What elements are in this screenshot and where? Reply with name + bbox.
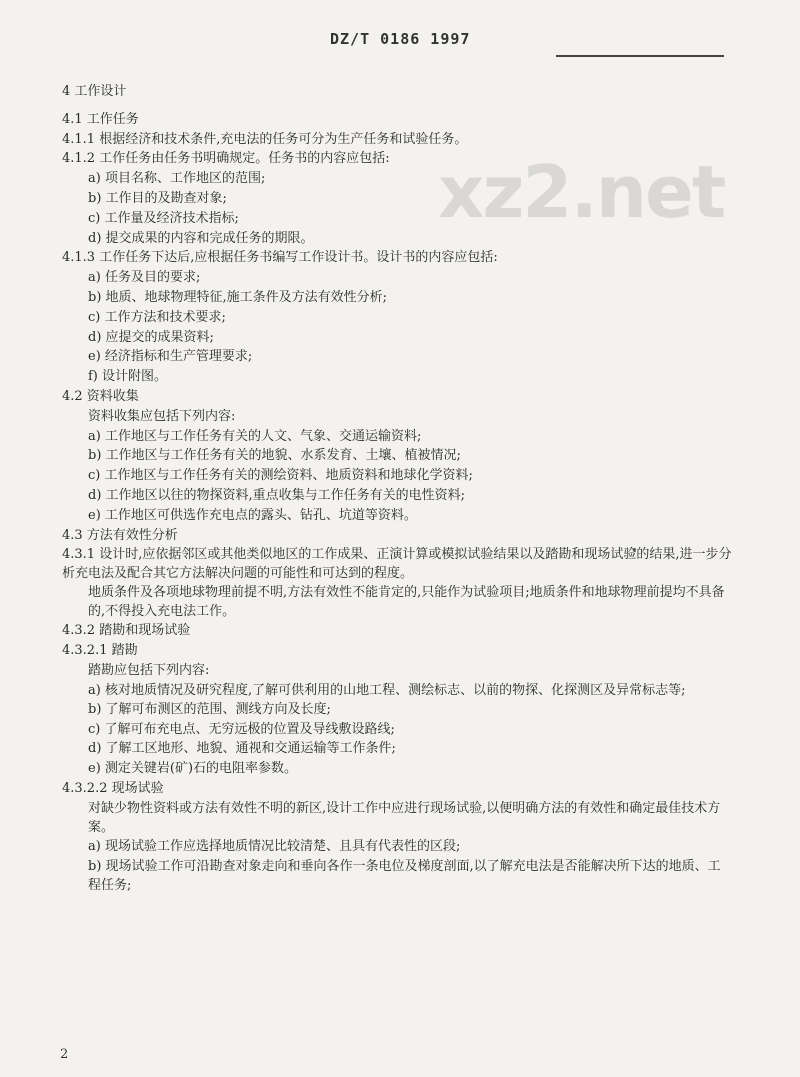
list-item: c) 工作方法和技术要求; [88, 309, 226, 325]
list-item: e) 测定关键岩(矿)石的电阻率参数。 [88, 761, 298, 777]
paragraph: 对缺少物性资料或方法有效性不明的新区,设计工作中应进行现场试验,以便明确方法的有效性和确定最佳技术方案。 [88, 800, 721, 835]
header-rule [556, 55, 724, 57]
list-item: a) 现场试验工作应选择地质情况比较清楚、且具有代表性的区段; [88, 838, 461, 854]
list-item: d) 提交成果的内容和完成任务的期限。 [88, 230, 314, 246]
clause: 4.3.1 设计时,应依据邻区或其他类似地区的工作成果、正演计算或模拟试验结果以及踏勘和现场试验的结果,进一步分析充电法及配合其它方法解决问题的可能性和可达到的程度。 [62, 547, 732, 582]
clause: 4.1.2 工作任务由任务书明确规定。任务书的内容应包括: [62, 151, 390, 167]
clause-heading: 4.3.2.1 踏勘 [62, 643, 138, 659]
list-item: d) 了解工区地形、地貌、通视和交通运输等工作条件; [88, 741, 396, 757]
list-item: a) 核对地质情况及研究程度,了解可供利用的山地工程、测绘标志、以前的物探、化探测区及异常标志等; [88, 682, 686, 698]
list-item: a) 项目名称、工作地区的范围; [88, 171, 266, 187]
list-item: a) 工作地区与工作任务有关的人文、气象、交通运输资料; [88, 428, 422, 444]
list-item: a) 任务及目的要求; [88, 270, 201, 286]
clause: 4.1.3 工作任务下达后,应根据任务书编写工作设计书。设计书的内容应包括: [62, 250, 498, 266]
subsection-heading: 4.3 方法有效性分析 [62, 527, 178, 543]
paragraph: 资料收集应包括下列内容: [88, 408, 236, 424]
list-item: f) 设计附图。 [88, 369, 168, 385]
list-item: c) 了解可布充电点、无穷远极的位置及导线敷设路线; [88, 721, 395, 737]
page-number: 2 [60, 1047, 69, 1062]
list-item: d) 工作地区以往的物探资料,重点收集与工作任务有关的电性资料; [88, 487, 466, 503]
list-item: c) 工作地区与工作任务有关的测绘资料、地质资料和地球化学资料; [88, 468, 473, 484]
clause-heading: 4.3.2 踏勘和现场试验 [62, 623, 191, 639]
clause: 4.1.1 根据经济和技术条件,充电法的任务可分为生产任务和试验任务。 [62, 131, 468, 147]
standard-code-header: DZ/T 0186 1997 [330, 30, 471, 48]
subsection-heading: 4.2 资料收集 [62, 388, 139, 404]
paragraph: 踏勘应包括下列内容: [88, 662, 210, 678]
list-item: e) 工作地区可供选作充电点的露头、钻孔、坑道等资料。 [88, 507, 417, 523]
list-item: b) 地质、地球物理特征,施工条件及方法有效性分析; [88, 289, 388, 305]
section-heading: 4 工作设计 [62, 84, 127, 99]
list-item: e) 经济指标和生产管理要求; [88, 349, 253, 365]
list-item: d) 应提交的成果资料; [88, 329, 214, 345]
list-item: b) 工作目的及勘查对象; [88, 190, 227, 206]
watermark: xz2.net [438, 150, 725, 234]
list-item: b) 工作地区与工作任务有关的地貌、水系发育、土壤、植被情况; [88, 448, 461, 464]
subsection-heading: 4.1 工作任务 [62, 111, 139, 127]
list-item: b) 了解可布测区的范围、测线方向及长度; [88, 701, 331, 717]
list-item: c) 工作量及经济技术指标; [88, 210, 239, 226]
paragraph: 地质条件及各项地球物理前提不明,方法有效性不能肯定的,只能作为试验项目;地质条件和地球物理前提均不具备的,不得投入充电法工作。 [88, 585, 725, 620]
document-body [62, 78, 732, 895]
list-item: b) 现场试验工作可沿勘查对象走向和垂向各作一条电位及梯度剖面,以了解充电法是否能解决所下达的地质、工程任务; [88, 858, 721, 893]
clause-heading: 4.3.2.2 现场试验 [62, 780, 164, 796]
